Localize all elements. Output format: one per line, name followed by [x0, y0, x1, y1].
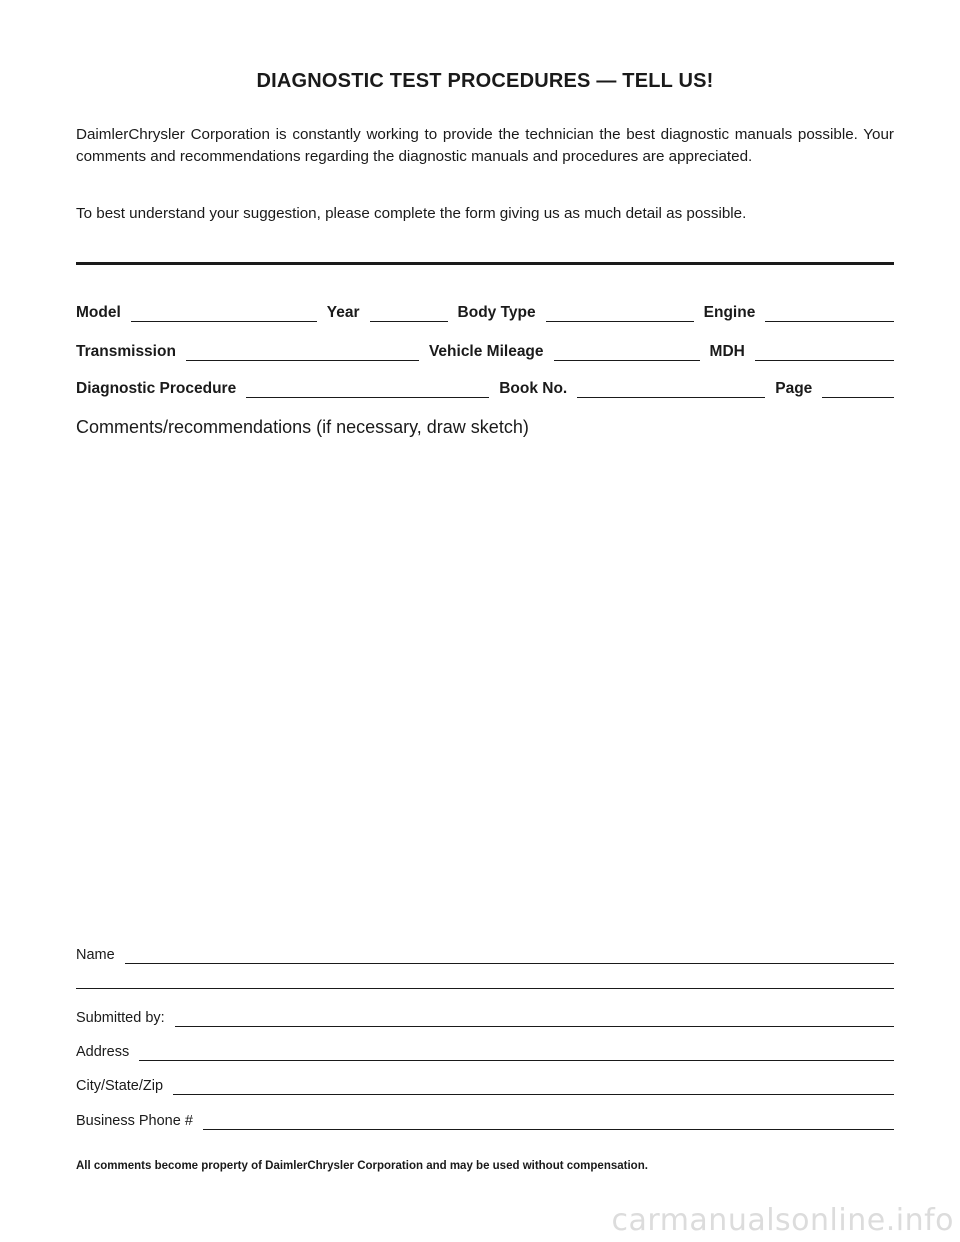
- body-type-field[interactable]: [546, 307, 694, 322]
- page-title: DIAGNOSTIC TEST PROCEDURES — TELL US!: [256, 70, 714, 92]
- engine-field[interactable]: [765, 307, 894, 322]
- footer-note: All comments become property of DaimlerChrysler Corporation and may be used without compensation.: [76, 1160, 648, 1172]
- watermark: carmanualsonline.info: [611, 1203, 954, 1238]
- book-no-field[interactable]: [577, 383, 765, 398]
- address-label: Address: [76, 1044, 130, 1060]
- address-row: [76, 1041, 894, 1061]
- city-state-zip-row: [76, 1075, 894, 1095]
- transmission-field[interactable]: [186, 346, 419, 361]
- business-phone-field[interactable]: [203, 1115, 894, 1130]
- vehicle-info-row-1: [76, 302, 894, 322]
- business-phone-row: [76, 1110, 894, 1130]
- diagnostic-procedure-label: Diagnostic Procedure: [76, 380, 237, 397]
- vehicle-info-row-3: [76, 378, 894, 398]
- year-field[interactable]: [370, 307, 448, 322]
- page-field[interactable]: [822, 383, 894, 398]
- page-label: Page: [775, 380, 813, 397]
- submitted-by-row: [76, 1007, 894, 1027]
- mdh-field[interactable]: [755, 346, 894, 361]
- comments-label: Comments/recommendations (if necessary, draw sketch): [76, 417, 529, 437]
- body-type-label: Body Type: [457, 304, 536, 321]
- book-no-label: Book No.: [499, 380, 568, 397]
- vehicle-info-row-2: [76, 341, 894, 361]
- name-row: [76, 944, 894, 964]
- model-field[interactable]: [131, 307, 317, 322]
- submitted-by-field[interactable]: [175, 1012, 894, 1027]
- city-state-zip-label: City/State/Zip: [76, 1078, 164, 1094]
- name-field[interactable]: [125, 949, 894, 964]
- year-label: Year: [326, 304, 360, 321]
- business-phone-label: Business Phone #: [76, 1113, 193, 1129]
- name-extra-line[interactable]: [76, 988, 894, 989]
- engine-label: Engine: [703, 304, 756, 321]
- vehicle-mileage-field[interactable]: [554, 346, 700, 361]
- vehicle-mileage-label: Vehicle Mileage: [428, 343, 544, 360]
- model-label: Model: [76, 304, 121, 321]
- city-state-zip-field[interactable]: [173, 1080, 894, 1095]
- address-field[interactable]: [139, 1046, 894, 1061]
- intro-instruction: To best understand your suggestion, please complete the form giving us as much detail as possible.: [76, 205, 747, 222]
- section-divider: [76, 262, 894, 265]
- name-label: Name: [76, 947, 115, 963]
- mdh-label: MDH: [709, 343, 745, 360]
- transmission-label: Transmission: [76, 343, 176, 360]
- submitted-by-label: Submitted by:: [76, 1010, 165, 1026]
- intro-paragraph: DaimlerChrysler Corporation is constantly working to provide the technician the best diagnostic manuals possible. Your comments and recommendations regarding the diagnostic manuals and procedures are appreciated.: [76, 126, 894, 165]
- diagnostic-procedure-field[interactable]: [246, 383, 489, 398]
